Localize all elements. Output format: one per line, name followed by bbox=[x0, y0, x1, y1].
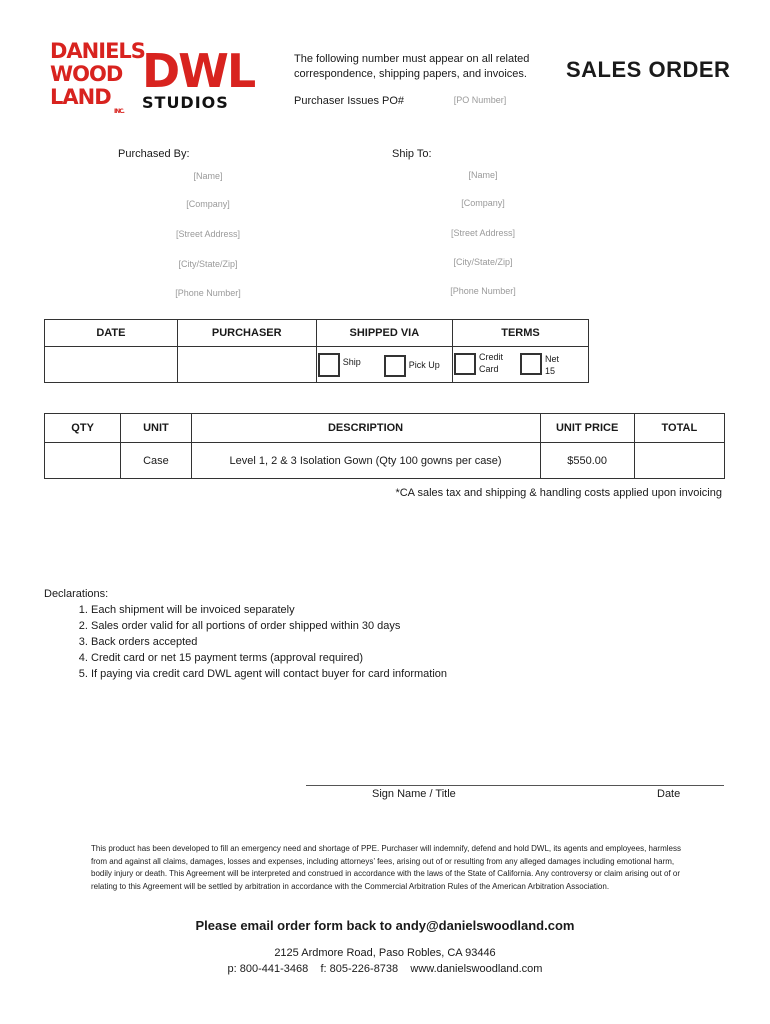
ship-to-label: Ship To: bbox=[392, 148, 432, 160]
logo-line-1: DANIELS bbox=[50, 39, 145, 63]
list-item: 4. Credit card or net 15 payment terms (approval required) bbox=[91, 650, 611, 666]
footer-address: 2125 Ardmore Road, Paso Robles, CA 93446 bbox=[274, 947, 496, 959]
pickup-checkbox[interactable] bbox=[384, 355, 406, 377]
credit-card-label-line-2: Card bbox=[478, 364, 499, 374]
net-15-label-line-2: 15 bbox=[544, 366, 555, 376]
credit-card-label bbox=[479, 351, 503, 375]
qty-cell[interactable] bbox=[45, 443, 121, 479]
total-header: TOTAL bbox=[634, 414, 724, 443]
unit-header: UNIT bbox=[121, 414, 191, 443]
logo-line-4: INC. bbox=[114, 108, 124, 115]
list-item: 5. If paying via credit card DWL agent will contact buyer for card information bbox=[91, 666, 611, 682]
credit-card-checkbox[interactable] bbox=[454, 353, 476, 375]
list-item: 1. Each shipment will be invoiced separately bbox=[91, 602, 611, 618]
logo-line-2: WOOD bbox=[50, 62, 123, 86]
qty-header: QTY bbox=[45, 414, 121, 443]
page-title: SALES ORDER bbox=[566, 57, 731, 82]
dwl-studios-logo bbox=[142, 44, 260, 114]
purchased-by-company-field[interactable]: [Company] bbox=[186, 199, 230, 209]
net-15-label-line-1: Net bbox=[544, 354, 559, 364]
date-cell[interactable] bbox=[45, 347, 178, 383]
table-row bbox=[45, 443, 725, 479]
tax-note: *CA sales tax and shipping & handling costs applied upon invoicing bbox=[395, 487, 722, 499]
pickup-option-label: Pick Up bbox=[408, 360, 440, 370]
shipped-via-header: SHIPPED VIA bbox=[316, 320, 452, 347]
sign-name-label: Sign Name / Title bbox=[372, 788, 456, 800]
purchased-by-label: Purchased By: bbox=[118, 148, 190, 160]
signature-line[interactable] bbox=[306, 785, 724, 786]
purchaser-header: PURCHASER bbox=[177, 320, 316, 347]
legal-disclaimer: This product has been developed to fill an emergency need and shortage of PPE. Purchaser will indemnify, defend and hold DWL, its agents and employees, harmless from and against all claims, damages, losses and expenses, including attorneys’ fees, arising out of or resulting from any alleged damages including emotional harm, bodily injury or death. This Agreement will be interpreted and construed in accordance with the laws of the State of California. Any controversy or claim arising out of or relating to this Agreement will be settled by arbitration in accordance with the Commercial Arbitration Rules of the American Arbitration Association. bbox=[91, 844, 681, 891]
date-header: DATE bbox=[45, 320, 178, 347]
unit-cell: Case bbox=[121, 443, 191, 479]
terms-header: TERMS bbox=[452, 320, 588, 347]
po-label: Purchaser Issues PO# bbox=[294, 95, 405, 107]
declarations-list bbox=[44, 602, 611, 682]
po-number-field[interactable]: [PO Number] bbox=[453, 95, 507, 105]
po-notice: The following number must appear on all related correspondence, shipping papers, and invoices. bbox=[294, 53, 530, 80]
ship-to-city-field[interactable]: [City/State/Zip] bbox=[453, 257, 513, 267]
shipped-via-cell bbox=[316, 347, 452, 383]
logo-line-3: LAND bbox=[50, 85, 111, 109]
unit-price-cell: $550.00 bbox=[540, 443, 634, 479]
purchased-by-name-field[interactable]: [Name] bbox=[193, 171, 223, 181]
purchaser-cell[interactable] bbox=[177, 347, 316, 383]
terms-cell bbox=[452, 347, 588, 383]
description-header: DESCRIPTION bbox=[191, 414, 540, 443]
list-item: 3. Back orders accepted bbox=[91, 634, 611, 650]
purchased-by-phone-field[interactable]: [Phone Number] bbox=[175, 288, 241, 298]
items-table bbox=[44, 413, 725, 479]
email-instruction: Please email order form back to andy@danielswoodland.com bbox=[195, 918, 575, 933]
dwl-logo-letters: DWL bbox=[142, 44, 255, 98]
ship-to-name-field[interactable]: [Name] bbox=[468, 170, 498, 180]
ship-to-phone-field[interactable]: [Phone Number] bbox=[450, 286, 516, 296]
ship-to-company-field[interactable]: [Company] bbox=[461, 198, 505, 208]
credit-card-label-line-1: Credit bbox=[478, 352, 503, 362]
ship-to-street-field[interactable]: [Street Address] bbox=[450, 228, 516, 238]
ship-checkbox[interactable] bbox=[318, 353, 340, 377]
dwl-logo-studios: STUDIOS bbox=[142, 93, 229, 112]
unit-price-header: UNIT PRICE bbox=[540, 414, 634, 443]
net-15-label bbox=[545, 353, 559, 377]
order-info-table bbox=[44, 319, 589, 383]
purchased-by-street-field[interactable]: [Street Address] bbox=[175, 229, 241, 239]
description-cell: Level 1, 2 & 3 Isolation Gown (Qty 100 gowns per case) bbox=[191, 443, 540, 479]
date-label: Date bbox=[657, 788, 681, 800]
purchased-by-city-field[interactable]: [City/State/Zip] bbox=[178, 259, 238, 269]
footer-contact: p: 800-441-3468 f: 805-226-8738 www.danielswoodland.com bbox=[227, 963, 543, 975]
total-cell[interactable] bbox=[634, 443, 724, 479]
net-15-checkbox[interactable] bbox=[520, 353, 542, 375]
list-item: 2. Sales order valid for all portions of order shipped within 30 days bbox=[91, 618, 611, 634]
daniels-woodland-logo bbox=[50, 39, 145, 118]
ship-option-label: Ship bbox=[342, 357, 361, 367]
declarations-title: Declarations: bbox=[44, 588, 109, 600]
